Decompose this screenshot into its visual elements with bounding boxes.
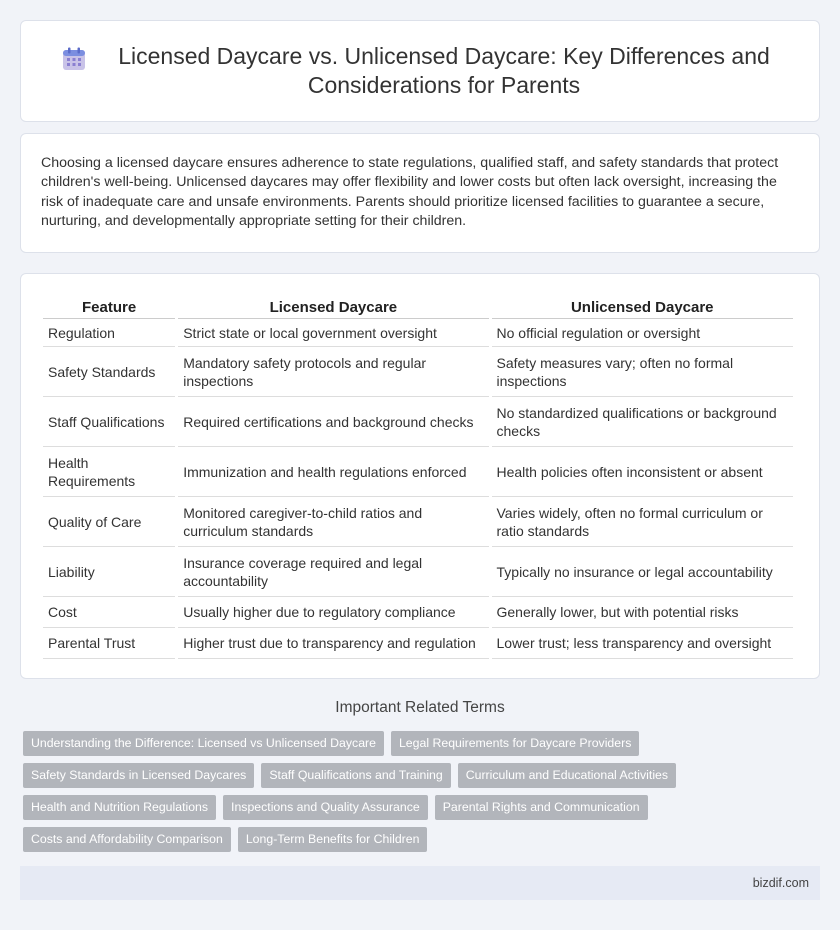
- comparison-table: [40, 296, 796, 659]
- feature-cell: Parental Trust: [43, 628, 175, 659]
- table-row: [43, 628, 793, 659]
- header-unlicensed: Unlicensed Daycare: [492, 296, 794, 319]
- feature-cell: Quality of Care: [43, 497, 175, 547]
- licensed-cell: Mandatory safety protocols and regular inspections: [178, 347, 488, 397]
- unlicensed-cell: Varies widely, often no formal curriculum or ratio standards: [492, 497, 794, 547]
- feature-cell: Safety Standards: [43, 347, 175, 397]
- related-term-tag[interactable]: Parental Rights and Communication: [435, 795, 648, 820]
- licensed-cell: Required certifications and background checks: [178, 397, 488, 447]
- licensed-cell: Monitored caregiver-to-child ratios and curriculum standards: [178, 497, 488, 547]
- comparison-card: [20, 273, 820, 679]
- unlicensed-cell: Lower trust; less transparency and oversight: [492, 628, 794, 659]
- table-header-row: [43, 296, 793, 319]
- related-term-tag[interactable]: Inspections and Quality Assurance: [223, 795, 428, 820]
- unlicensed-cell: Generally lower, but with potential risks: [492, 597, 794, 628]
- related-term-tag[interactable]: Long-Term Benefits for Children: [238, 827, 428, 852]
- table-row: [43, 497, 793, 547]
- feature-cell: Cost: [43, 597, 175, 628]
- header-licensed: Licensed Daycare: [178, 296, 488, 319]
- unlicensed-cell: No standardized qualifications or background checks: [492, 397, 794, 447]
- related-term-tag[interactable]: Legal Requirements for Daycare Providers: [391, 731, 639, 756]
- related-term-tag[interactable]: Safety Standards in Licensed Daycares: [23, 763, 254, 788]
- licensed-cell: Immunization and health regulations enforced: [178, 447, 488, 497]
- related-term-tag[interactable]: Understanding the Difference: Licensed vs Unlicensed Daycare: [23, 731, 384, 756]
- unlicensed-cell: Typically no insurance or legal accountability: [492, 547, 794, 597]
- table-row: [43, 447, 793, 497]
- related-term-tag[interactable]: Curriculum and Educational Activities: [458, 763, 676, 788]
- related-term-tag[interactable]: Health and Nutrition Regulations: [23, 795, 216, 820]
- table-row: [43, 597, 793, 628]
- licensed-cell: Usually higher due to regulatory compliance: [178, 597, 488, 628]
- unlicensed-cell: Health policies often inconsistent or absent: [492, 447, 794, 497]
- intro-card: [20, 133, 820, 253]
- table-row: [43, 547, 793, 597]
- licensed-cell: Strict state or local government oversight: [178, 319, 488, 347]
- footer: [20, 866, 820, 900]
- table-row: [43, 347, 793, 397]
- related-terms-heading: Important Related Terms: [335, 699, 505, 716]
- feature-cell: Health Requirements: [43, 447, 175, 497]
- feature-cell: Regulation: [43, 319, 175, 347]
- unlicensed-cell: Safety measures vary; often no formal inspections: [492, 347, 794, 397]
- page-title: Licensed Daycare vs. Unlicensed Daycare: Key Differences and Considerations for Parents: [118, 43, 770, 98]
- licensed-cell: Higher trust due to transparency and regulation: [178, 628, 488, 659]
- table-row: [43, 397, 793, 447]
- related-term-tag[interactable]: Costs and Affordability Comparison: [23, 827, 231, 852]
- related-term-tag[interactable]: Staff Qualifications and Training: [261, 763, 450, 788]
- site-link[interactable]: bizdif.com: [752, 876, 809, 890]
- calendar-icon: [61, 46, 87, 72]
- table-row: [43, 319, 793, 347]
- feature-cell: Staff Qualifications: [43, 397, 175, 447]
- title-card: [20, 20, 820, 122]
- feature-cell: Liability: [43, 547, 175, 597]
- header-feature: Feature: [43, 296, 175, 319]
- unlicensed-cell: No official regulation or oversight: [492, 319, 794, 347]
- related-terms-list: [23, 731, 813, 859]
- licensed-cell: Insurance coverage required and legal accountability: [178, 547, 488, 597]
- intro-paragraph: Choosing a licensed daycare ensures adherence to state regulations, qualified staff, and safety standards that protect children's well-being. Unlicensed daycares may offer flexibility and lower costs but often lack oversight, increasing the risk of inadequate care and unsafe environments. Parents should prioritize licensed facilities to guarantee a secure, nurturing, and developmentally appropriate setting for their children.: [41, 155, 779, 229]
